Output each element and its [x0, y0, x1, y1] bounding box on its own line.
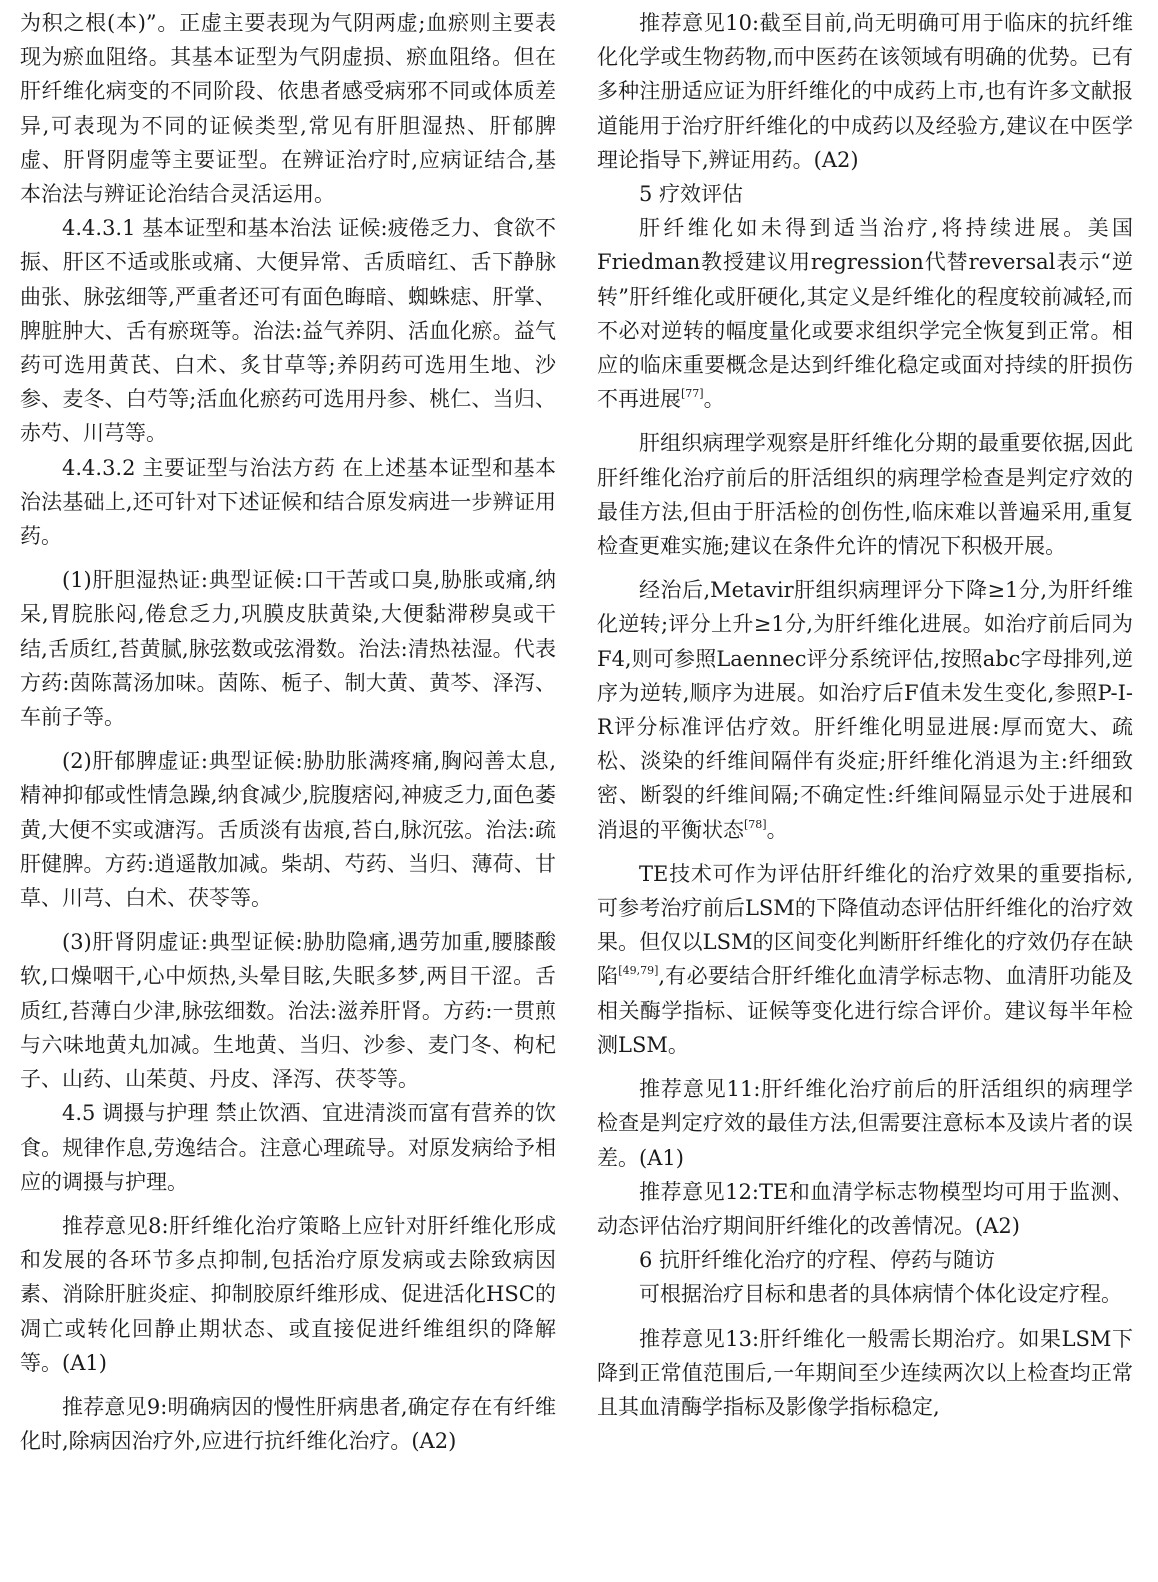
evaluation-paragraph-3-text: 经治后,Metavir肝组织病理评分下降≥1分,为肝纤维化逆转;评分上升≥1分,为肝纤维化进展。如治疗前后同为F4,则可参照Laennec评分系统评估,按照abc字母排列,逆序为逆转,顺序为进展。如治疗后F值未发生变化,参照P-I-R评分标准评估疗效。肝纤维化明显进展:厚而宽大、疏松、淡染的纤维间隔伴有炎症;肝纤维化消退为主:纤细致密、断裂的纤维间隔;不确定性:纤维间隔显示处于进展和消退的平衡状态: [597, 578, 1133, 842]
spacer: [597, 1312, 1133, 1322]
recommendation-10: 推荐意见10:截至目前,尚无明确可用于临床的抗纤维化化学或生物药物,而中医药在该领域有明确的优势。已有多种注册适应证为肝纤维化的中成药上市,也有许多文献报道能用于治疗肝纤维化的中成药以及经验方,建议在中医学理论指导下,辨证用药。(A2): [597, 11, 1133, 172]
spacer: [20, 915, 556, 925]
evaluation-paragraph-1-end: 。: [703, 387, 725, 412]
syndrome-type-1: (1)肝胆湿热证:典型证候:口干苦或口臭,胁胀或痛,纳呆,胃脘胀闷,倦怠乏力,巩膜皮肤黄染,大便黏滞秽臭或干结,舌质红,苔黄腻,脉弦数或弦滑数。治法:清热祛湿。代表方药:茵陈蒿汤加味。茵陈、栀子、制大黄、黄芩、泽泻、车前子等。: [20, 568, 556, 730]
citation-77: [77]: [681, 387, 704, 401]
recommendation-13: 推荐意见13:肝纤维化一般需长期治疗。如果LSM下降到正常值范围后,一年期间至少连续两次以上检查均正常且其血清酶学指标及影像学指标稳定,: [597, 1326, 1133, 1419]
section-4-5: 4.5 调摄与护理 禁止饮酒、宜进清淡而富有营养的饮食。规律作息,劳逸结合。注意心理疏导。对原发病给予相应的调摄与护理。: [20, 1101, 556, 1194]
left-column: [20, 6, 556, 1458]
citation-49-79: [49,79]: [618, 964, 659, 978]
te-paragraph-part-b: ,有必要结合肝纤维化血清学标志物、血清肝功能及相关酶学指标、证候等变化进行综合评价。建议每半年检测LSM。: [597, 964, 1133, 1057]
spacer: [20, 1380, 556, 1390]
section-4-4-3-2: 4.4.3.2 主要证型与治法方药 在上述基本证型和基本治法基础上,还可针对下述证候和结合原发病进一步辨证用药。: [20, 455, 556, 549]
evaluation-paragraph-3-end: 。: [766, 817, 788, 842]
spacer: [20, 1199, 556, 1209]
te-paragraph: [597, 857, 1133, 1062]
right-column: [597, 6, 1133, 1424]
section-heading-5: 5 疗效评估: [639, 182, 744, 207]
section-4-4-3-1: 4.4.3.1 基本证型和基本治法 证候:疲倦乏力、食欲不振、肝区不适或胀或痛、大便异常、舌质暗红、舌下静脉曲张、脉弦细等,严重者还可有面色晦暗、蜘蛛痣、肝掌、脾脏肿大、舌有瘀斑等。治法:益气养阴、活血化瘀。益气药可选用黄芪、白术、炙甘草等;养阴药可选用生地、沙参、麦冬、白芍等;活血化瘀药可选用丹参、桃仁、当归、赤芍、川芎等。: [20, 216, 556, 446]
spacer: [20, 734, 556, 744]
spacer: [597, 416, 1133, 426]
section-heading-6: 6 抗肝纤维化治疗的疗程、停药与随访: [639, 1248, 996, 1273]
recommendation-11: 推荐意见11:肝纤维化治疗前后的肝活组织的病理学检查是判定疗效的最佳方法,但需要注意标本及读片者的误差。(A1): [597, 1077, 1133, 1170]
spacer: [597, 563, 1133, 573]
syndrome-type-3: (3)肝肾阴虚证:典型证候:胁肋隐痛,遇劳加重,腰膝酸软,口燥咽干,心中烦热,头晕目眩,失眠多梦,两目干涩。舌质红,苔薄白少津,脉弦细数。治法:滋养肝肾。方药:一贯煎与六味地黄丸加减。生地黄、当归、沙参、麦门冬、枸杞子、山药、山茱萸、丹皮、泽泻、茯苓等。: [20, 930, 556, 1092]
recommendation-8: 推荐意见8:肝纤维化治疗策略上应针对肝纤维化形成和发展的各环节多点抑制,包括治疗原发病或去除致病因素、消除肝脏炎症、抑制胶原纤维形成、促进活化HSC的凋亡或转化回静止期状态、或直接促进纤维组织的降解等。(A1): [20, 1213, 556, 1375]
course-paragraph: 可根据治疗目标和患者的具体病情个体化设定疗程。: [639, 1282, 1122, 1307]
syndrome-type-2: (2)肝郁脾虚证:典型证候:胁肋胀满疼痛,胸闷善太息,精神抑郁或性情急躁,纳食减少,脘腹痞闷,神疲乏力,面色萎黄,大便不实或溏泻。舌质淡有齿痕,苔白,脉沉弦。治法:疏肝健脾。方药:逍遥散加减。柴胡、芍药、当归、薄荷、甘草、川芎、白术、茯苓等。: [20, 749, 556, 911]
spacer: [20, 553, 556, 563]
evaluation-paragraph-3: [597, 573, 1133, 847]
evaluation-paragraph-1-text: 肝纤维化如未得到适当治疗,将持续进展。美国Friedman教授建议用regression代替reversal表示“逆转”肝纤维化或肝硬化,其定义是纤维化的程度较前减轻,而不必对逆转的幅度量化或要求组织学完全恢复到正常。相应的临床重要概念是达到纤维化稳定或面对持续的肝损伤不再进展: [597, 216, 1133, 412]
recommendation-12: 推荐意见12:TE和血清学标志物模型均可用于监测、动态评估治疗期间肝纤维化的改善情况。(A2): [597, 1179, 1133, 1238]
te-paragraph-part-a: TE技术可作为评估肝纤维化的治疗效果的重要指标,可参考治疗前后LSM的下降值动态评估肝纤维化的治疗效果。但仅以LSM的区间变化判断肝纤维化的疗效仍存在缺陷: [597, 861, 1133, 989]
spacer: [597, 1062, 1133, 1072]
paragraph-continued: 为积之根(本)”。正虚主要表现为气阴两虚;血瘀则主要表现为瘀血阻络。其基本证型为气阴虚损、瘀血阻络。但在肝纤维化病变的不同阶段、依患者感受病邪不同或体质差异,可表现为不同的证候类型,常见有肝胆湿热、肝郁脾虚、肝肾阴虚等主要证型。在辨证治疗时,应病证结合,基本治法与辨证论治结合灵活运用。: [20, 11, 556, 207]
recommendation-9: 推荐意见9:明确病因的慢性肝病患者,确定存在有纤维化时,除病因治疗外,应进行抗纤维化治疗。(A2): [20, 1394, 556, 1454]
citation-78: [78]: [744, 817, 767, 831]
evaluation-paragraph-1: [597, 211, 1133, 416]
evaluation-paragraph-2: 肝组织病理学观察是肝纤维化分期的最重要依据,因此肝纤维化治疗前后的肝活组织的病理学检查是判定疗效的最佳方法,但由于肝活检的创伤性,临床难以普遍采用,重复检查更难实施;建议在条件允许的情况下积极开展。: [597, 431, 1133, 559]
spacer: [597, 847, 1133, 857]
